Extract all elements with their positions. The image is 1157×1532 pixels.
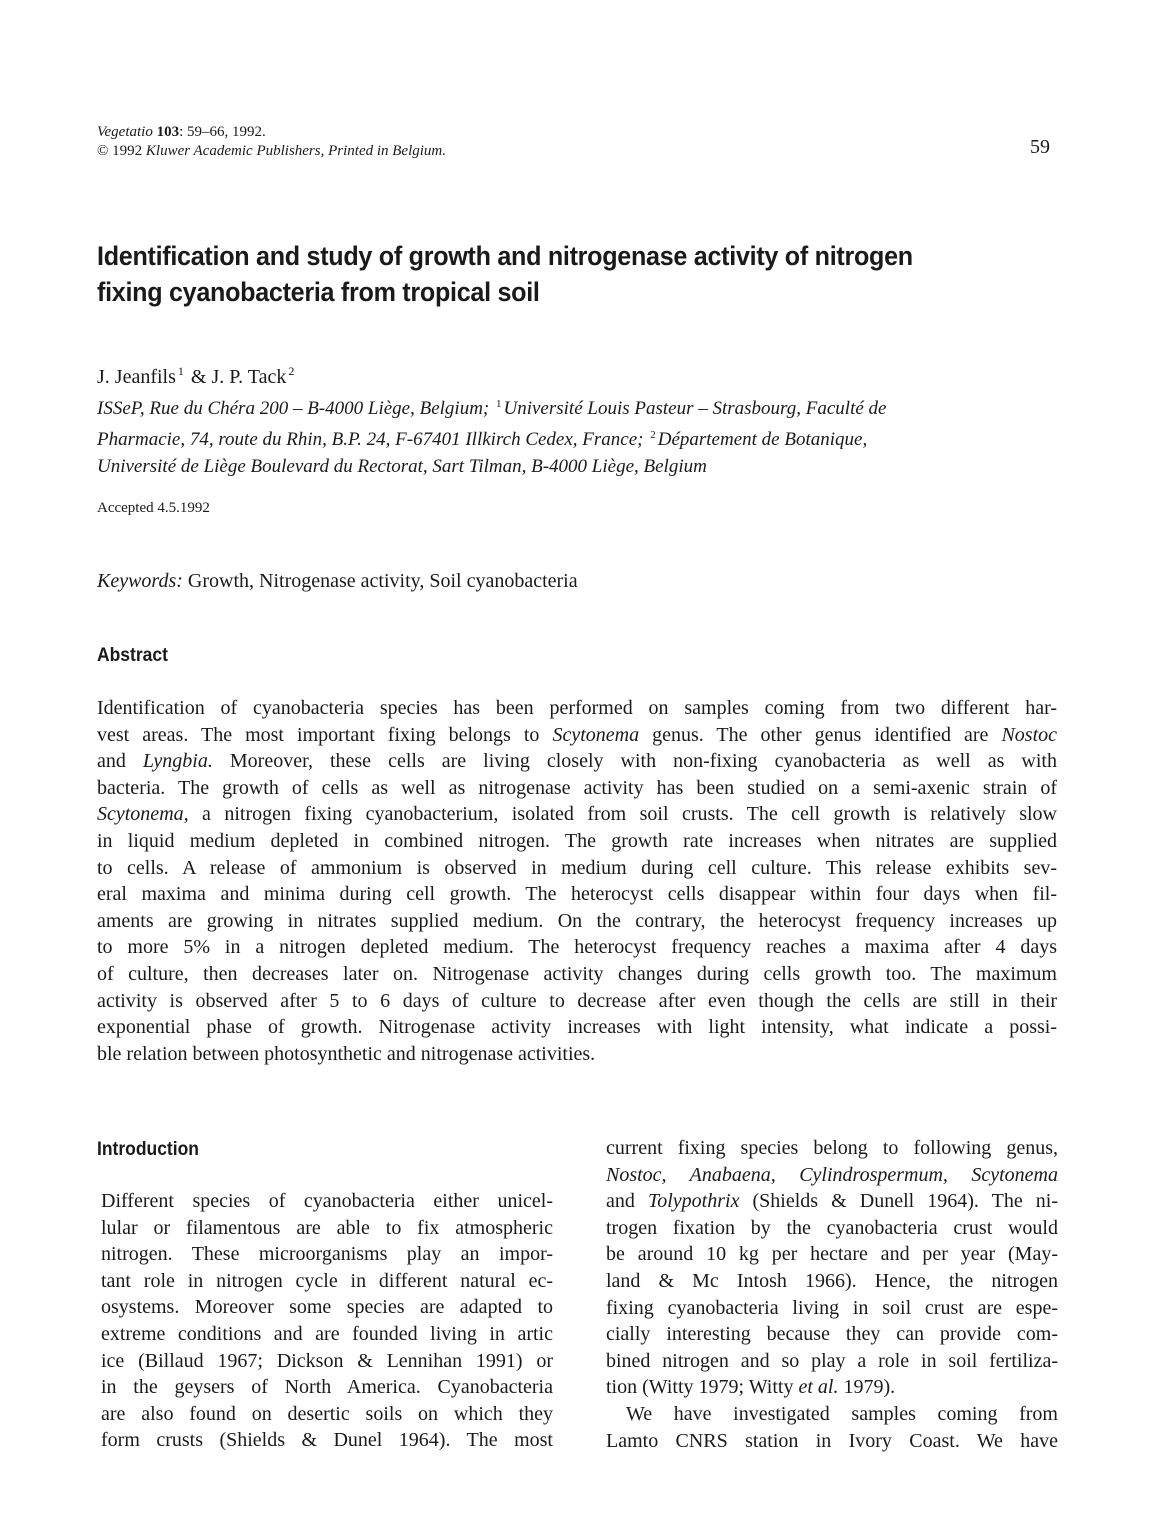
abstract-line: eral maxima and minima during cell growth. The heterocyst cells disappear within four days when fil- [97, 883, 1057, 906]
title-line: Identification and study of growth and nitrogenase activity of nitrogen [97, 241, 913, 271]
affiliation-line [97, 422, 1057, 453]
citation-etal: et al. [798, 1376, 839, 1399]
page-number: 59 [1030, 136, 1050, 158]
abstract-text: and [97, 750, 143, 773]
genus-name: Scytonema [552, 723, 640, 746]
body-line: be around 10 kg per hectare and per year (May- [606, 1243, 1058, 1266]
abstract-line: to cells. A release of ammonium is observed in medium during cell culture. This release exhibits sev- [97, 856, 1057, 879]
body-line [606, 1374, 1058, 1401]
body-line: osystems. Moreover some species are adapted to [101, 1296, 553, 1319]
genus-name: Nostoc [1001, 723, 1058, 746]
genus-name: Tolypothrix [647, 1190, 740, 1213]
body-line: land & Mc Intosh 1966). Hence, the nitrogen [606, 1269, 1058, 1292]
keywords [97, 570, 578, 593]
body-line: nitrogen. These microorganisms play an impor- [101, 1243, 553, 1266]
body-text: tion (Witty 1979; Witty [606, 1376, 799, 1399]
title-line: fixing cyanobacteria from tropical soil [97, 277, 540, 307]
body-text: 1979). [838, 1376, 896, 1399]
keywords-text: Growth, Nitrogenase activity, Soil cyanobacteria [182, 570, 578, 592]
body-line: fixing cyanobacteria living in soil crust are espe- [606, 1296, 1058, 1319]
abstract-line: ble relation between photosynthetic and nitrogenase activities. [97, 1042, 596, 1065]
affiliation-line [97, 391, 1057, 422]
abstract-line [97, 801, 1057, 828]
body-line: in the geysers of North America. Cyanobacteria [101, 1376, 553, 1399]
journal-name: Vegetatio [97, 124, 153, 140]
journal-line-2 [97, 142, 446, 161]
abstract-line: exponential phase of growth. Nitrogenase activity increases with light intensity, what indicate a possi- [97, 1016, 1057, 1039]
abstract-line: activity is observed after 5 to 6 days of culture to decrease after even though the cells are still in their [97, 989, 1057, 1012]
body-text: and [606, 1190, 648, 1213]
accepted-date: Accepted 4.5.1992 [97, 500, 210, 516]
affiliation-marker: 2 [650, 429, 656, 441]
author-name: J. P. Tack [211, 366, 287, 388]
genus-name: Lyngbia. [142, 750, 213, 773]
body-line: We have investigated samples coming from [626, 1402, 1058, 1425]
abstract-text: Moreover, these cells are living closely with non-fixing cyanobacteria as well as with [212, 750, 1057, 773]
body-line [606, 1162, 1058, 1189]
affiliation-marker: 1 [177, 364, 184, 378]
journal-volume: 103 [156, 124, 180, 140]
abstract-line: aments are growing in nitrates supplied medium. On the contrary, the heterocyst frequency increases up [97, 909, 1057, 932]
body-line: Lamto CNRS station in Ivory Coast. We have [606, 1429, 1058, 1452]
introduction-right-column [606, 1135, 1058, 1454]
body-line: Different species of cyanobacteria either unicel- [101, 1190, 553, 1212]
copyright: © 1992 [97, 143, 146, 159]
abstract-text: a nitrogen fixing cyanobacterium, isolated from soil crusts. The cell growth is relatively slow [188, 803, 1057, 826]
affiliation-marker: 2 [288, 364, 295, 378]
abstract-line: of culture, then decreases later on. Nitrogenase activity changes during cells growth too. The maximum [97, 962, 1057, 985]
abstract-line [97, 722, 1057, 749]
abstract-line: to more 5% in a nitrogen depleted medium. The heterocyst frequency reaches a maxima after 4 days [97, 936, 1057, 959]
body-line: form crusts (Shields & Dunel 1964). The most [101, 1429, 553, 1452]
affiliation-text: Département de Botanique, [657, 429, 868, 450]
paper-title [97, 238, 990, 310]
authors [97, 364, 296, 389]
affiliation-text: Université Louis Pasteur – Strasbourg, Faculté de [503, 398, 887, 419]
abstract-body [97, 695, 1057, 1067]
affiliation-marker: 1 [496, 398, 502, 410]
body-line [606, 1188, 1058, 1215]
abstract-line [97, 748, 1057, 775]
abstract-text: genus. The other genus identified are [639, 723, 1002, 746]
abstract-line: Identification of cyanobacteria species has been performed on samples coming from two different har- [97, 697, 1057, 719]
body-line: current fixing species belong to following genus, [606, 1137, 1058, 1159]
body-line: bined nitrogen and so play a role in soil fertiliza- [606, 1349, 1058, 1372]
body-line: trogen fixation by the cyanobacteria crust would [606, 1216, 1058, 1239]
body-line: tant role in nitrogen cycle in different natural ec- [101, 1269, 553, 1292]
body-line: are also found on desertic soils on which they [101, 1402, 553, 1425]
abstract-heading: Abstract [97, 645, 168, 666]
affiliations [97, 391, 1057, 480]
abstract-text: vest areas. The most important fixing belongs to [97, 723, 553, 746]
body-line: extreme conditions and are founded living in artic [101, 1322, 553, 1345]
abstract-line: in liquid medium depleted in combined nitrogen. The growth rate increases when nitrates are supplied [97, 829, 1057, 852]
genus-list: Nostoc, Anabaena, Cylindrospermum, Scytonema [606, 1163, 1058, 1186]
journal-pages-year: : 59–66, 1992. [179, 124, 266, 140]
affiliation-text: ISSeP, Rue du Chéra 200 – B-4000 Liège, Belgium; [97, 398, 490, 419]
publisher: Kluwer Academic Publishers, Printed in Belgium. [145, 143, 447, 159]
affiliation-line: Université de Liège Boulevard du Rectorat, Sart Tilman, B-4000 Liège, Belgium [97, 456, 707, 477]
body-text: (Shields & Dunell 1964). The ni- [739, 1190, 1058, 1213]
introduction-heading: Introduction [97, 1139, 199, 1160]
journal-line-1 [97, 123, 446, 142]
journal-citation [97, 123, 446, 161]
body-line: lular or filamentous are able to fix atmospheric [101, 1216, 553, 1239]
abstract-line: bacteria. The growth of cells as well as nitrogenase activity has been studied on a semi-axenic strain of [97, 776, 1057, 799]
body-line: cially interesting because they can provide com- [606, 1323, 1058, 1346]
genus-name: Scytonema, [97, 803, 189, 826]
keywords-label: Keywords: [97, 570, 183, 592]
author-name: J. Jeanfils [97, 366, 176, 388]
introduction-left-column [101, 1188, 553, 1454]
affiliation-text: Pharmacie, 74, route du Rhin, B.P. 24, F-67401 Illkirch Cedex, France; [97, 429, 644, 450]
body-line: ice (Billaud 1967; Dickson & Lennihan 1991) or [101, 1349, 553, 1372]
author-joiner: & [185, 366, 212, 388]
